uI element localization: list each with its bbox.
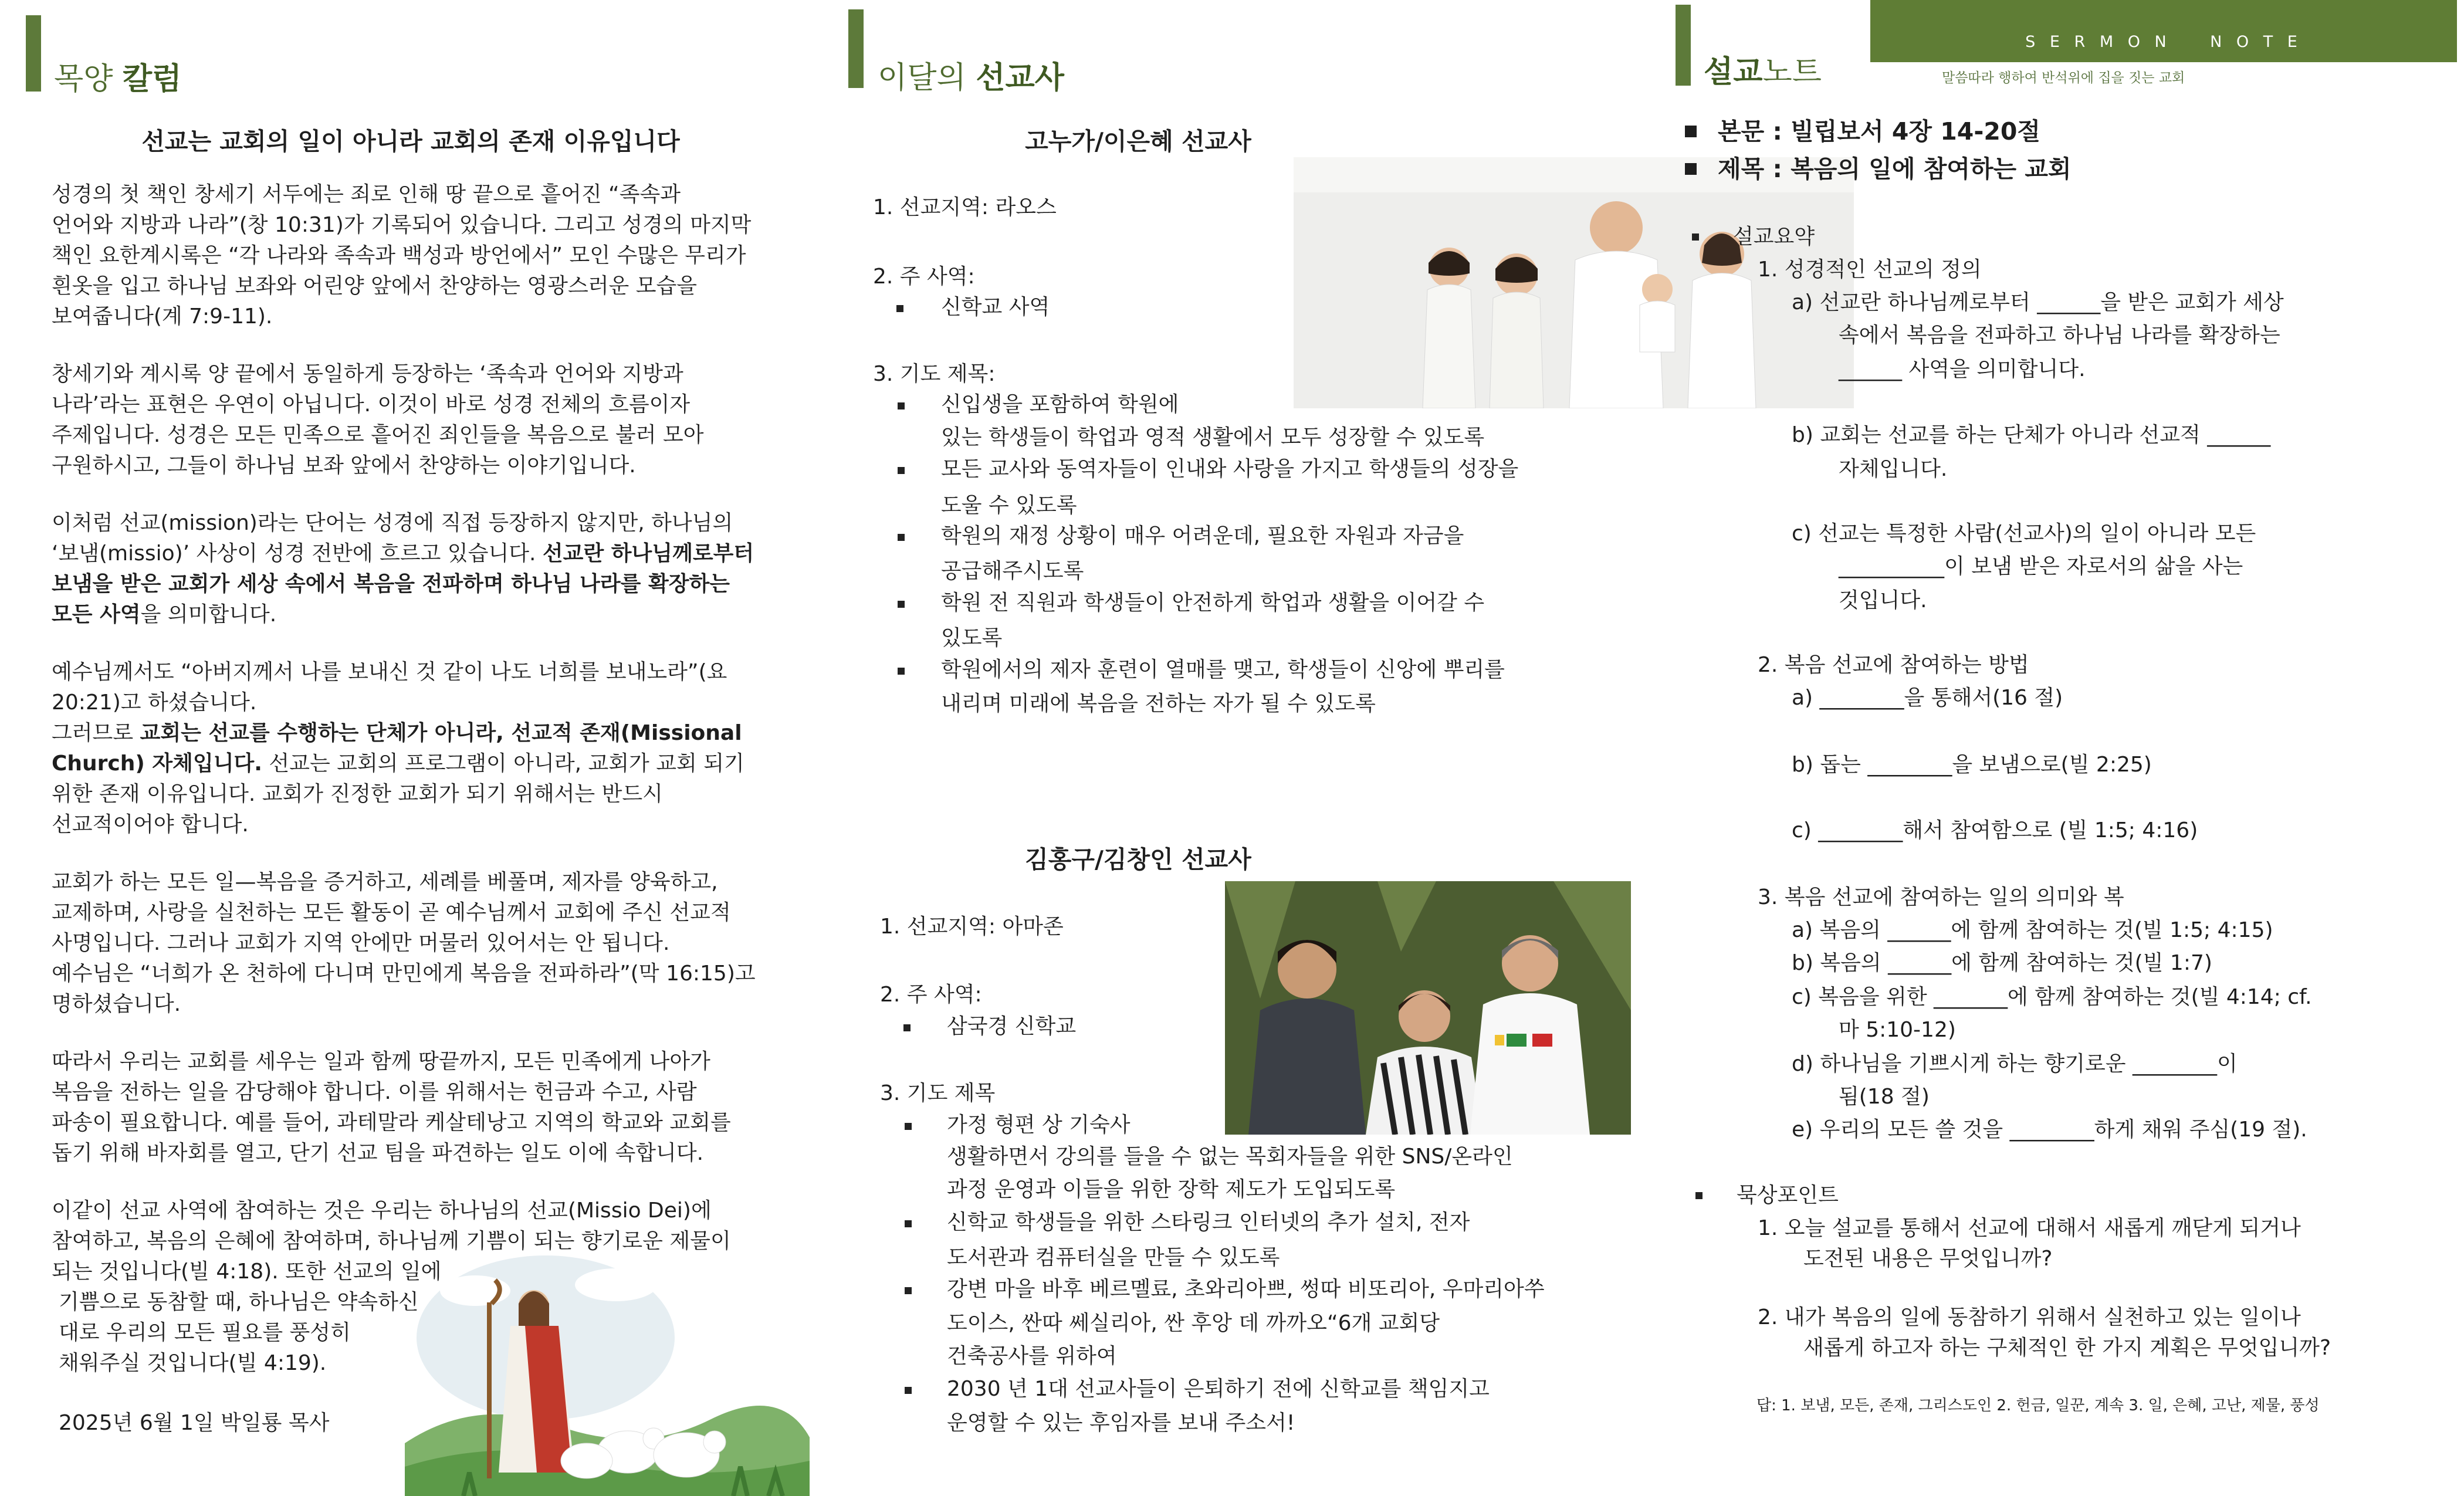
summary-item: 자체입니다.: [1839, 457, 1948, 481]
answer-key: 답: 1. 보냄, 모든, 존재, 그리스도인 2. 헌금, 일꾼, 계속 3. 일, 은혜, 고난, 제물, 풍성: [1756, 1397, 2320, 1414]
prayer-item: 생활하면서 강의를 들을 수 없는 목회자들을 위한 SNS/온라인: [947, 1145, 1513, 1169]
signature-date: 2025년 6월 1일 박일룡 목사: [59, 1411, 330, 1435]
paragraph-line: 모든 사역을 의미합니다.: [52, 603, 277, 627]
sermon-note-banner: [1870, 0, 2457, 62]
prayer-item: 도서관과 컴퓨터실을 만들 수 있도록: [947, 1245, 1280, 1270]
missionary-column: [821, 0, 1643, 1496]
paragraph-line: 보여줍니다(계 7:9-11).: [52, 304, 273, 329]
summary-item: e) 우리의 모든 쓸 것을 ________하게 채워 주심(19 절).: [1792, 1118, 2307, 1142]
paragraph-line: 구원하시고, 그들이 하나님 보좌 앞에서 찬양하는 이야기입니다.: [52, 453, 636, 478]
summary-item: c) ________해서 참여함으로 (빌 1:5; 4:16): [1792, 818, 2198, 842]
section-title-missionary: 이달의 선교사: [878, 60, 1064, 96]
bullet-icon: [905, 1287, 912, 1294]
bullet-icon: [905, 1387, 912, 1394]
prayer-item: 신입생을 포함하여 학원에: [941, 392, 1179, 417]
prayer-item: 신학교 학생들을 위한 스타링크 인터넷의 추가 설치, 전자: [947, 1210, 1470, 1234]
summary-item: __________이 보냄 받은 자로서의 삶을 사는: [1839, 554, 2243, 578]
paragraph-line: 채워주실 것입니다(빌 4:19).: [59, 1351, 327, 1375]
prayer-item: 공급해주시도록: [941, 559, 1084, 583]
sermon-text: 본문 : 빌립보서 4장 14-20절: [1718, 117, 2040, 145]
missionary-2-region: 1. 선교지역: 아마존: [880, 915, 1064, 939]
paragraph-line: 교회가 하는 모든 일—복음을 증거하고, 세례를 베풀며, 제자를 양육하고,: [52, 870, 718, 894]
prayer-item: 운영할 수 있는 후임자를 보내 주소서!: [947, 1411, 1295, 1435]
prayer-item: 학원의 재정 상황이 매우 어려운데, 필요한 자원과 자금을: [941, 524, 1464, 548]
bullet-icon: [1692, 233, 1699, 241]
prayer-item: 학원 전 직원과 학생들이 안전하게 학업과 생활을 이어갈 수: [941, 591, 1485, 615]
prayer-item: 있는 학생들이 학업과 영적 생활에서 모두 성장할 수 있도록: [941, 425, 1485, 449]
paragraph-line: 돕기 위해 바자회를 열고, 단기 선교 팀을 파견하는 일도 이에 속합니다.: [52, 1141, 704, 1165]
bullet-icon: [898, 601, 905, 608]
paragraph-line: 이같이 선교 사역에 참여하는 것은 우리는 하나님의 선교(Missio Dei)에: [52, 1199, 712, 1223]
prayer-item: 건축공사를 위하여: [947, 1344, 1117, 1368]
paragraph-line: 따라서 우리는 교회를 세우는 일과 함께 땅끝까지, 모든 민족에게 나아가: [52, 1050, 710, 1074]
prayer-item: 내리며 미래에 복음을 전하는 자가 될 수 있도록: [941, 692, 1376, 716]
summary-item: c) 복음을 위한 _______에 함께 참여하는 것(빌 4:14; cf.: [1792, 985, 2312, 1009]
paragraph-line: ‘보냄(missio)’ 사상이 성경 전반에 흐르고 있습니다. 선교란 하나님께로부터: [52, 541, 754, 566]
paragraph-line: 이처럼 선교(mission)라는 단어는 성경에 직접 등장하지 않지만, 하나님의: [52, 511, 733, 535]
paragraph-line: 사명입니다. 그러나 교회가 지역 안에만 머물러 있어서는 안 됩니다.: [52, 931, 670, 955]
paragraph-line: 성경의 첫 책인 창세기 서두에는 죄로 인해 땅 끝으로 흩어진 “족속과: [52, 182, 681, 207]
summary-item: d) 하나님을 기쁘시게 하는 향기로운 ________이: [1792, 1052, 2238, 1076]
missionary-2-photo: [1225, 881, 1631, 1135]
prayer-item: 도울 수 있도록: [941, 493, 1077, 517]
bullet-icon: [1685, 163, 1697, 175]
paragraph-line: 선교적이어야 합니다.: [52, 813, 249, 837]
missionary-2-ministry-label: 2. 주 사역:: [880, 983, 982, 1007]
summary-item: 3. 복음 선교에 참여하는 일의 의미와 복: [1758, 885, 2124, 909]
summary-item: 마 5:10-12): [1839, 1018, 1956, 1042]
missionary-2-prayer-label: 3. 기도 제목: [880, 1081, 996, 1105]
paragraph-line: 주제입니다. 성경은 모든 민족으로 흩어진 죄인들을 복음으로 불러 모아: [52, 423, 704, 447]
bullet-icon: [898, 534, 905, 541]
paragraph-line: 위한 존재 이유입니다. 교회가 진정한 교회가 되기 위해서는 반드시: [52, 782, 663, 806]
meditation-question: 1. 오늘 설교를 통해서 선교에 대해서 새롭게 깨닫게 되거나: [1758, 1216, 2301, 1240]
section-accent-bar: [26, 15, 41, 92]
paragraph-line: 창세기와 계시록 양 끝에서 동일하게 등장하는 ‘족속과 언어와 지방과: [52, 362, 683, 386]
section-accent-bar: [848, 9, 864, 88]
paragraph-line: 기쁨으로 동참할 때, 하나님은 약속하신: [59, 1290, 419, 1314]
pastoral-column: [0, 0, 821, 1496]
meditation-question: 2. 내가 복음의 일에 동참하기 위해서 실천하고 있는 일이나: [1758, 1305, 2301, 1329]
missionary-1-ministry: 신학교 사역: [941, 295, 1050, 319]
paragraph-line: 예수님은 “너희가 온 천하에 다니며 만민에게 복음을 전파하라”(막 16:15)고: [52, 962, 756, 986]
paragraph-line-bold: 보냄을 받은 교회가 세상 속에서 복음을 전파하며 하나님 나라를 확장하는: [52, 572, 730, 596]
meditation-label: 묵상포인트: [1737, 1183, 1839, 1207]
missionary-1-ministry-label: 2. 주 사역:: [873, 265, 975, 289]
paragraph-line: 복음을 전하는 일을 감당해야 합니다. 이를 위해서는 헌금과 수고, 사람: [52, 1080, 697, 1104]
bullet-icon: [905, 1220, 912, 1227]
summary-item: 2. 복음 선교에 참여하는 방법: [1758, 653, 2029, 677]
paragraph-line: 파송이 필요합니다. 예를 들어, 과테말라 케살테낭고 지역의 학교와 교회를: [52, 1111, 731, 1135]
sermon-note-column: [1643, 0, 2464, 1496]
prayer-item: 도이스, 싼따 쎄실리아, 싼 후앙 데 까까오“6개 교회당: [947, 1311, 1440, 1335]
paragraph-line: 대로 우리의 모든 필요를 풍성히: [59, 1321, 351, 1345]
bullet-icon: [898, 467, 905, 474]
meditation-question: 도전된 내용은 무엇입니까?: [1803, 1247, 2053, 1271]
missionary-2-name: 김홍구/김창인 선교사: [1025, 845, 1251, 874]
prayer-item: 모든 교사와 동역자들이 인내와 사랑을 가지고 학생들의 성장을: [941, 457, 1519, 481]
sermon-topic: 제목 : 복음의 일에 참여하는 교회: [1718, 155, 2072, 183]
bullet-icon: [898, 668, 905, 675]
paragraph-line: 언어와 지방과 나라”(창 10:31)가 기록되어 있습니다. 그리고 성경의 마지막: [52, 213, 752, 237]
summary-item: c) 선교는 특정한 사람(선교사)의 일이 아니라 모든: [1792, 522, 2256, 546]
summary-item: 됨(18 절): [1839, 1085, 1930, 1109]
prayer-item: 2030 년 1대 선교사들이 은퇴하기 전에 신학교를 책임지고: [947, 1377, 1490, 1401]
prayer-item: 강변 마을 바후 베르멜료, 초와리아쁘, 썽따 비또리아, 우마리아쑤: [947, 1277, 1545, 1301]
missionary-1-region: 1. 선교지역: 라오스: [873, 195, 1057, 219]
section-title-sermon: 설교노트: [1704, 55, 1822, 90]
paragraph-line: Church) 자체입니다. 선교는 교회의 프로그램이 아니라, 교회가 교회 되기: [52, 752, 744, 776]
prayer-item: 과정 운영과 이들을 위한 장학 제도가 도입되도록: [947, 1177, 1396, 1201]
summary-item: a) 선교란 하나님께로부터 ______을 받은 교회가 세상: [1792, 290, 2284, 314]
meditation-question: 새롭게 하고자 하는 구체적인 한 가지 계획은 무엇입니까?: [1803, 1336, 2331, 1360]
bullet-icon: [905, 1123, 912, 1130]
paragraph-line: 교제하며, 사랑을 실천하는 모든 활동이 곧 예수님께서 교회에 주신 선교적: [52, 901, 731, 925]
paragraph-line: 명하셨습니다.: [52, 992, 181, 1016]
summary-item: ______ 사역을 의미합니다.: [1839, 357, 2086, 381]
missionary-2-ministry: 삼국경 신학교: [947, 1014, 1077, 1038]
paragraph-line: 되는 것입니다(빌 4:18). 또한 선교의 일에: [52, 1260, 442, 1284]
prayer-item: 있도록: [941, 626, 1003, 650]
summary-item: b) 교회는 선교를 하는 단체가 아니라 선교적 ______: [1792, 423, 2271, 447]
paragraph-line: 예수님께서도 “아버지께서 나를 보내신 것 같이 나도 너희를 보내노라”(요: [52, 660, 727, 684]
bullet-icon: [903, 1024, 911, 1031]
church-motto: 말씀따라 행하여 반석위에 집을 짓는 교회: [1942, 70, 2185, 86]
prayer-item: 가정 형편 상 기숙사: [947, 1113, 1131, 1137]
paragraph-line: 나라’라는 표현은 우연이 아닙니다. 이것이 바로 성경 전체의 흐름이자: [52, 392, 691, 417]
bullet-icon: [896, 305, 903, 312]
paragraph-line: 흰옷을 입고 하나님 보좌와 어린양 앞에서 찬양하는 영광스러운 모습을: [52, 274, 698, 298]
missionary-1-prayer-label: 3. 기도 제목:: [873, 362, 996, 386]
column-headline: 선교는 교회의 일이 아니라 교회의 존재 이유입니다: [141, 127, 680, 155]
prayer-item: 학원에서의 제자 훈련이 열매를 맺고, 학생들이 신앙에 뿌리를: [941, 658, 1505, 682]
bullet-icon: [1685, 126, 1697, 137]
summary-item: 속에서 복음을 전파하고 하나님 나라를 확장하는: [1839, 323, 2280, 347]
bullet-icon: [898, 402, 905, 409]
paragraph-line: 참여하고, 복음의 은혜에 참여하며, 하나님께 기쁨이 되는 향기로운 제물이: [52, 1229, 731, 1253]
summary-item: b) 복음의 ______에 함께 참여하는 것(빌 1:7): [1792, 951, 2212, 975]
summary-item: 1. 성경적인 선교의 정의: [1758, 258, 1982, 282]
summary-item: 것입니다.: [1839, 588, 1927, 612]
summary-item: a) ________을 통해서(16 절): [1792, 686, 2063, 710]
bullet-icon: [1695, 1192, 1703, 1199]
paragraph-line: 20:21)고 하셨습니다.: [52, 691, 257, 715]
section-accent-bar: [1676, 5, 1691, 86]
summary-item: a) 복음의 ______에 함께 참여하는 것(빌 1:5; 4:15): [1792, 918, 2273, 942]
summary-label: 설교요약: [1733, 225, 1815, 249]
section-title-pastoral: 목양 칼럼: [54, 62, 182, 97]
summary-item: b) 돕는 ________을 보냄으로(빌 2:25): [1792, 753, 2152, 777]
missionary-1-name: 고누가/이은혜 선교사: [1025, 127, 1251, 155]
banner-title: S E R M O N N O T E: [2025, 33, 2302, 51]
paragraph-line: 그러므로 교회는 선교를 수행하는 단체가 아니라, 선교적 존재(Missional: [52, 721, 742, 745]
shepherd-illustration: [405, 1250, 810, 1496]
paragraph-line: 책인 요한계시록은 “각 나라와 족속과 백성과 방언에서” 모인 수많은 무리가: [52, 243, 746, 268]
